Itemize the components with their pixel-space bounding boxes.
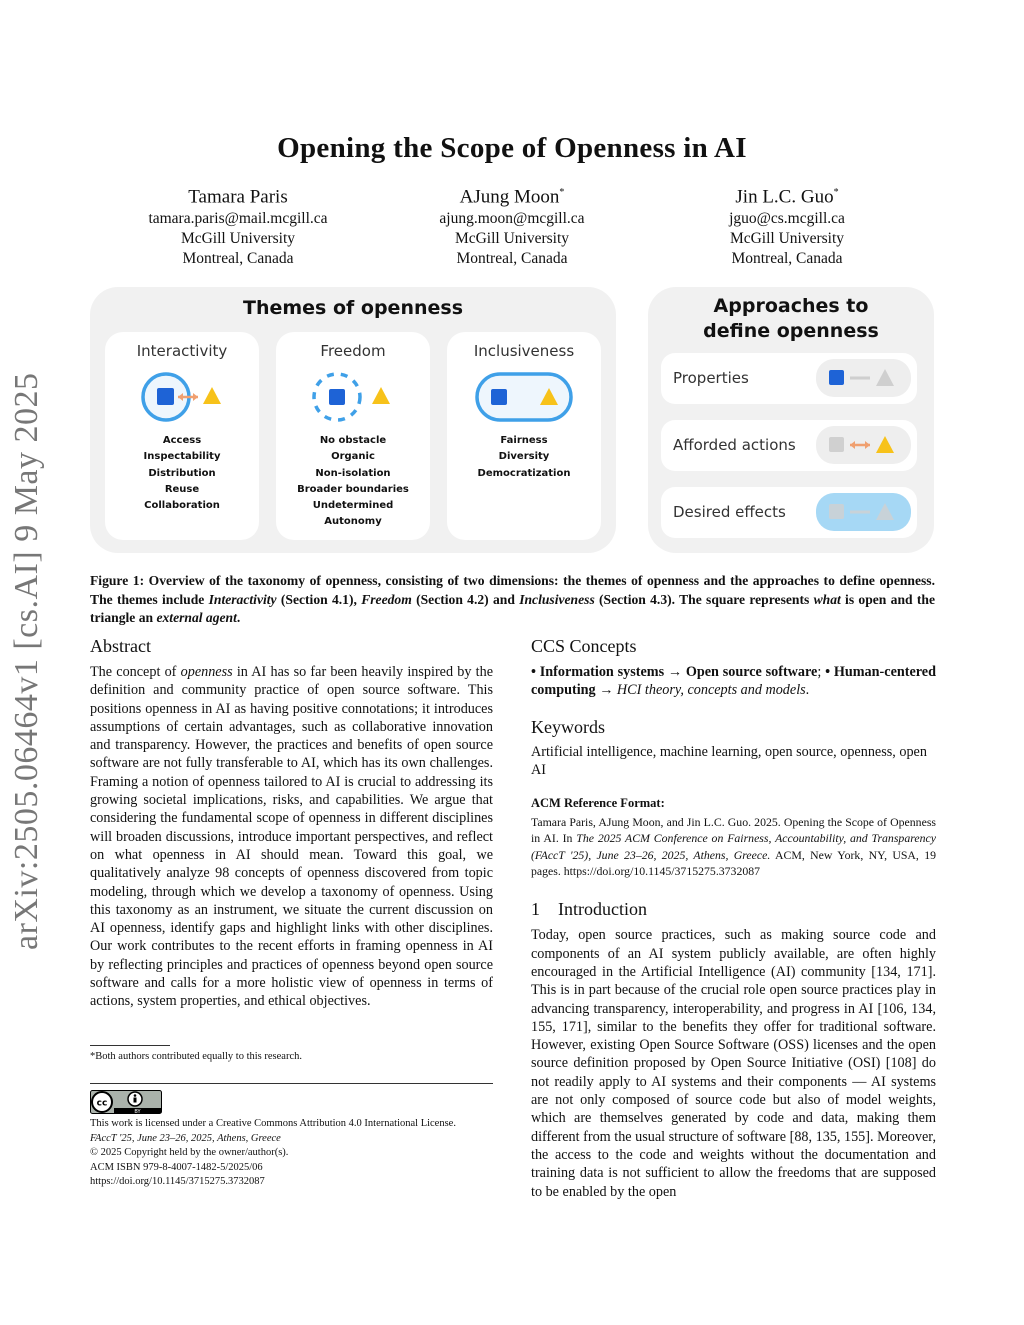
license-rule: [90, 1083, 493, 1084]
interactivity-icon: [132, 368, 232, 426]
approach-pill: [816, 359, 911, 397]
svg-text:cc: cc: [96, 1098, 108, 1109]
themes-panel: [90, 287, 616, 553]
intro-text: Today, open source practices, such as making source code and components of an AI system publicly available, are often highly encouraged in the Artificial Intelligence (AI) community [134, 171]. This is in part because of the crucial role open source practices play in advancing transparency, interoperability, and progress in AI [106, 134, 155, 171], similar to the benefits they offer for traditional software. However, existing Open Source Software (OSS) licenses and the open source definition proposed by Open Source Initiative (OSI) [108] do not readily apply to AI systems and their components — AI systems are not only composed of source code but also of model weights, which are themselves generated by code and data, making them different from the usual structure of software [88, 135, 155]. Moreover, the access to the code and weights without the documentation and training data is not sufficient to allow the freedoms that are supposed to be enabled by the open: [531, 927, 936, 1200]
author-affiliation: McGill University: [729, 230, 845, 248]
square-icon: [157, 388, 174, 405]
footnote: *Both authors contributed equally to this research.: [90, 1051, 302, 1062]
approaches-panel: [648, 287, 934, 553]
list-item: Inspectability: [143, 451, 221, 463]
reference-text: Tamara Paris, AJung Moon, and Jin L.C. Guo. 2025. Opening the Scope of Openness in AI. In The 2025 ACM Conference on Fairness, Accountability, and Transparency (FAccT '25), June 23–26, 2025, Athens, Greece. ACM, New York, NY, USA, 19 pages. https://doi.org/10.1145/3715275.3732087: [531, 815, 936, 879]
theme-card-freedom: [276, 332, 430, 540]
list-item: No obstacle: [319, 435, 387, 446]
theme-title: Inclusiveness: [473, 342, 575, 360]
author-block: [88, 180, 388, 269]
list-item: Organic: [331, 451, 375, 463]
license-text: This work is licensed under a Creative Commons Attribution 4.0 International License.: [90, 1118, 456, 1129]
paper-title: Opening the Scope of Openness in AI: [277, 132, 747, 164]
author-block: [362, 180, 662, 269]
theme-items: [447, 433, 601, 482]
list-item: Fairness: [500, 435, 548, 446]
freedom-icon: [303, 368, 403, 426]
list-item: Democratization: [477, 467, 571, 479]
author-affiliation: McGill University: [180, 230, 296, 248]
list-item: Collaboration: [144, 500, 220, 512]
approach-properties: [661, 353, 917, 404]
approach-afforded-actions: [661, 420, 917, 471]
approach-label: Properties: [673, 369, 749, 387]
theme-items: [276, 433, 430, 531]
theme-items: [105, 433, 259, 514]
ccs-text: • Information systems → Open source software; • Human-centered computing → HCI theory, concepts and models.: [531, 664, 936, 699]
list-item: Undetermined: [312, 500, 394, 512]
keywords-text: Artificial intelligence, machine learning, open source, openness, open AI: [531, 743, 927, 778]
license-block: [90, 1117, 500, 1190]
author-location: Montreal, Canada: [731, 250, 843, 268]
author-location: Montreal, Canada: [182, 250, 294, 268]
author-email: tamara.paris@mail.mcgill.ca: [148, 210, 328, 228]
author-email: ajung.moon@mcgill.ca: [439, 210, 585, 228]
reference-heading: ACM Reference Format:: [531, 796, 665, 811]
square-icon: [829, 370, 844, 385]
right-column: [531, 636, 936, 1201]
intro-heading: 1 Introduction: [531, 899, 647, 920]
inclusiveness-icon: [474, 368, 574, 426]
author-affiliation: McGill University: [454, 230, 570, 248]
properties-icon: [824, 366, 904, 390]
author-name: AJung Moon*: [459, 186, 565, 208]
triangle-icon: [876, 436, 894, 453]
desired-effects-icon: [824, 500, 904, 524]
list-item: Autonomy: [324, 516, 382, 528]
approach-desired-effects: [661, 487, 917, 538]
list-item: Access: [162, 435, 202, 446]
approach-pill: [816, 426, 911, 464]
square-icon: [829, 504, 844, 519]
theme-title: Interactivity: [136, 342, 228, 360]
keywords-heading: Keywords: [531, 716, 605, 737]
list-item: Non-isolation: [315, 467, 391, 479]
triangle-icon: [203, 387, 221, 404]
license-copyright: © 2025 Copyright held by the owner/author(s).: [90, 1147, 289, 1158]
triangle-icon: [876, 503, 894, 520]
approach-pill-highlight: [816, 493, 911, 531]
arxiv-identifier: arXiv:2505.06464v1 [cs.AI] 9 May 2025: [8, 372, 45, 950]
abstract-section: [90, 636, 493, 1011]
license-conference: FAccT '25, June 23–26, 2025, Athens, Greece: [90, 1132, 281, 1144]
theme-card-interactivity: [105, 332, 259, 540]
footnote-rule: [90, 1045, 170, 1046]
author-location: Montreal, Canada: [456, 250, 568, 268]
abstract-heading: Abstract: [90, 636, 151, 656]
author-email: jguo@cs.mcgill.ca: [729, 210, 845, 228]
figure-caption: Figure 1: Overview of the taxonomy of openness, consisting of two dimensions: the themes of openness and the approaches to define openness. The themes include Interactivity (Section 4.1), Freedom (Section 4.2) and Inclusiveness (Section 4.3). The square represents what is open and the triangle an external agent.: [90, 573, 935, 625]
themes-title: Themes of openness: [242, 297, 463, 319]
triangle-icon: [372, 387, 390, 404]
license-doi: https://doi.org/10.1145/3715275.3732087: [90, 1176, 265, 1187]
list-item: Broader boundaries: [297, 483, 409, 495]
theme-title: Freedom: [320, 342, 386, 360]
author-name: Tamara Paris: [188, 186, 288, 208]
list-item: Diversity: [498, 451, 550, 463]
square-icon: [491, 389, 507, 405]
abstract-text: The concept of openness in AI has so far been heavily inspired by the definition and community practice of open source software. This positions openness in AI as having positive connotations; it introduces assumptions of certain advantages, such as collaborative innovation and transparency. However, the practices and benefits of open source software are not fully transferable to AI, which has its own challenges. Framing a notion of openness tailored to AI is crucial to addressing its growing societal implications, risks, and capabilities. We argue that considering the fundamental scope of openness in different disciplines will broaden discussions, introduce important perspectives, and reflect on what openness in AI should mean. Toward this goal, we qualitatively analyze 98 concepts of openness discovered from topic modeling, through which we develop a taxonomy of openness. Using this taxonomy as an instrument, we situate the current discussion on AI openness, identify gaps and highlight links with other disciplines. Our work contributes to the recent efforts in framing openness in AI by reflecting principles and practices of openness beyond open source software and calls for a more holistic view of openness in terms of actions, system properties, and ethical objectives.: [90, 664, 493, 1010]
approach-label: Desired effects: [673, 503, 786, 521]
square-icon: [829, 437, 844, 452]
triangle-icon: [876, 369, 894, 386]
approaches-title: Approaches to define openness: [703, 295, 879, 342]
square-icon: [329, 389, 345, 405]
cc-by-license-icon: [90, 1090, 162, 1114]
theme-card-inclusiveness: [447, 332, 601, 540]
approach-label: Afforded actions: [673, 436, 796, 454]
afforded-actions-icon: [824, 433, 904, 457]
license-isbn: ACM ISBN 979-8-4007-1482-5/2025/06: [90, 1161, 263, 1173]
author-name: Jin L.C. Guo*: [735, 186, 839, 208]
author-block: [637, 180, 937, 269]
ccs-heading: CCS Concepts: [531, 636, 637, 656]
svg-text:BY: BY: [134, 1109, 141, 1114]
list-item: Distribution: [148, 467, 216, 479]
list-item: Reuse: [164, 483, 200, 495]
